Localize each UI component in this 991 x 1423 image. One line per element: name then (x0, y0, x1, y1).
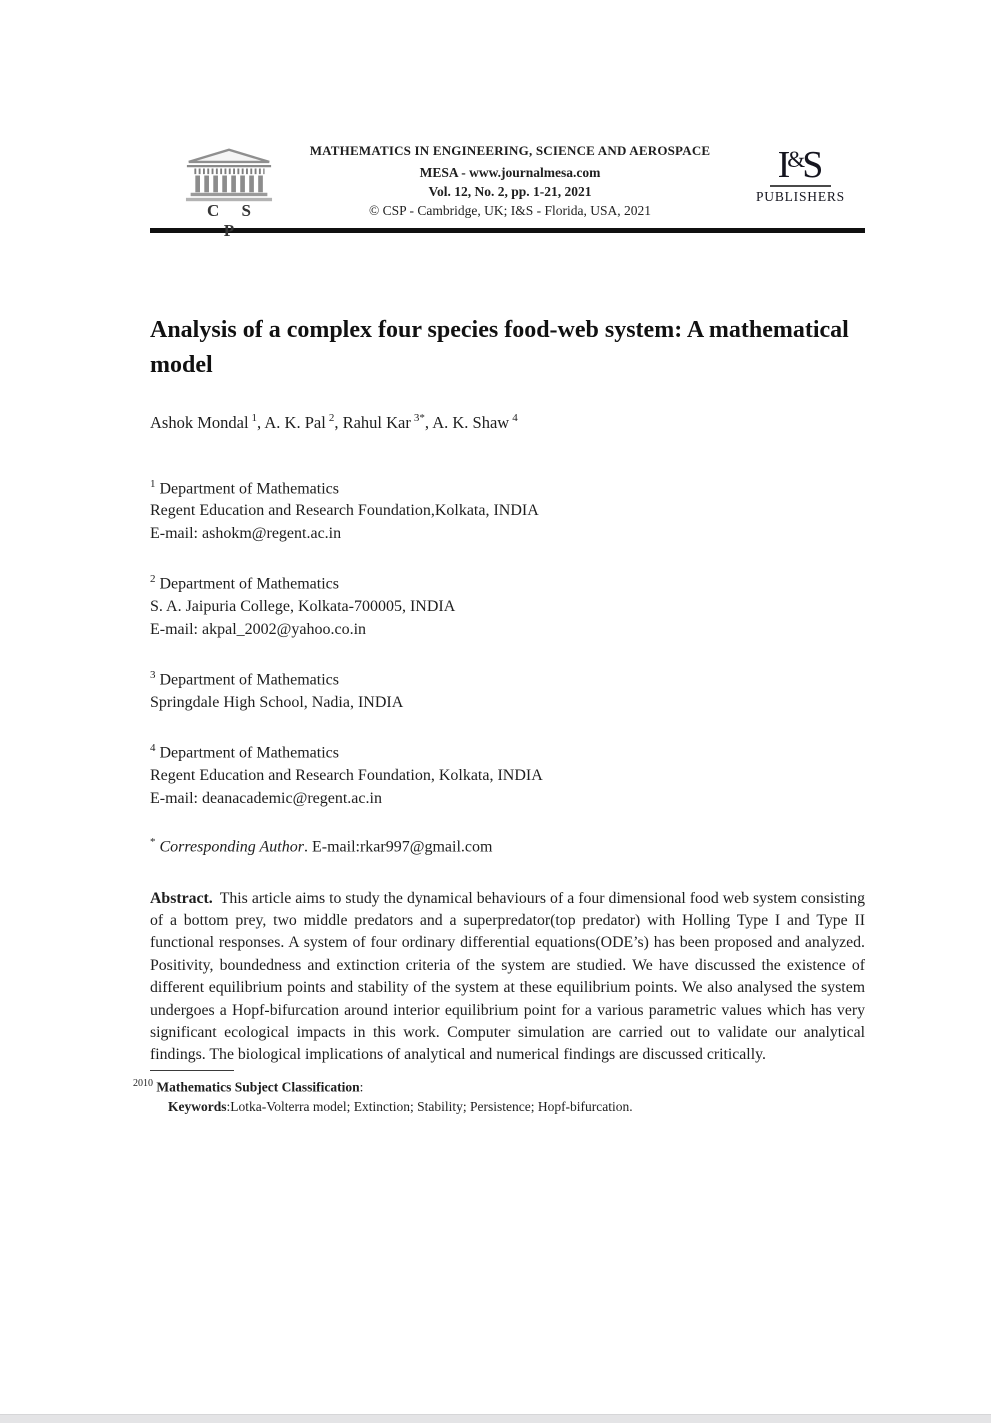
corresponding-author-email: . E-mail:rkar997@gmail.com (303, 838, 493, 856)
scan-edge-bar (0, 1414, 991, 1423)
affiliation-institution: Regent Education and Research Foundation, Kolkata, INDIA (150, 767, 543, 785)
affiliation-institution: Springdale High School, Nadia, INDIA (150, 693, 404, 711)
article-title: Analysis of a complex four species food-web system: A mathematical model (150, 317, 849, 378)
is-logo-mark: I&S (770, 146, 832, 187)
affiliation-email: E-mail: deanacademic@regent.ac.in (150, 789, 382, 807)
affiliation-department: Department of Mathematics (159, 744, 339, 762)
affiliation-department: Department of Mathematics (159, 479, 339, 497)
affiliation-department: Department of Mathematics (159, 575, 339, 593)
author-affiliation-marker: 4 (512, 412, 518, 424)
csp-logo-text: C S P (207, 201, 260, 240)
msc-year: 2010 (133, 1077, 153, 1089)
author: Ashok Mondal $^1$, (150, 412, 265, 432)
author-affiliation-marker: 1 (251, 412, 258, 424)
journal-website: MESA - www.journalmesa.com (419, 165, 601, 180)
author-affiliation-marker: 2 (328, 412, 335, 424)
journal-title: MATHEMATICS IN ENGINEERING, SCIENCE AND AEROSPACE (309, 143, 711, 158)
author: Rahul Kar $^{3*}$, (342, 412, 433, 432)
article-front-matter (133, 313, 865, 1117)
corresponding-author-label: Corresponding Author (159, 838, 304, 856)
affiliation-department: Department of Mathematics (159, 671, 339, 689)
affiliation-email: E-mail: ashokm@regent.ac.in (150, 524, 342, 542)
affiliations (150, 473, 865, 811)
footnote-separator (150, 1070, 234, 1071)
author-affiliation-marker: 3* (413, 412, 425, 424)
affiliation-institution: S. A. Jaipuria College, Kolkata-700005, INDIA (150, 598, 456, 616)
msc-line: $^{2010}$ Mathematics Subject Classification: (133, 1077, 364, 1095)
is-publishers-logo (756, 146, 845, 205)
author-list (150, 412, 865, 433)
keywords-line (168, 1097, 865, 1117)
journal-volume-info: Vol. 12, No. 2, pp. 1-21, 2021 (428, 184, 592, 199)
journal-header-text (268, 143, 752, 221)
affiliation-4: $^4$ Department of Mathematics Regent Education and Research Foundation, Kolkata, INDIA E-mail: deanacademic@regent.ac.in (150, 737, 865, 810)
ampersand-glyph: & (787, 147, 806, 172)
journal-copyright: © CSP - Cambridge, UK; I&S - Florida, USA, 2021 (368, 203, 651, 218)
author: A. K. Pal $^2$, (264, 412, 343, 432)
journal-masthead (0, 140, 991, 240)
footnote-block (133, 1070, 865, 1118)
affiliation-1: $^1$ Department of Mathematics Regent Education and Research Foundation,Kolkata, INDIA E-mail: ashokm@regent.ac.in (150, 473, 865, 546)
keywords-text: :Lotka-Volterra model; Extinction; Stability; Persistence; Hopf-bifurcation. (226, 1099, 633, 1115)
abstract-text: This article aims to study the dynamical behaviours of a four dimensional food web system consisting of a bottom prey, two middle predators and a superpredator(top predator) with Holling Type I and Type II functional responses. A system of four ordinary differential equations(ODE’s) has been proposed and analyzed. Positivity, boundedness and extinction criteria of the system are studied. We have discussed the existence of different equilibrium points and stability of the system at these equilibrium points. We also analysed the system undergoes a Hopf-bifurcation around interior equilibrium point for a various parametric values which has very significant ecological impacts in this work. Computer simulation are carried out to validate our analytical findings. The biological implications of analytical and numerical findings are discussed critically. (150, 889, 865, 1064)
abstract-label: Abstract. (150, 889, 213, 907)
affiliation-2: $^2$ Department of Mathematics S. A. Jaipuria College, Kolkata-700005, INDIA E-mail: akpal_2002@yahoo.co.in (150, 568, 865, 641)
affiliation-institution: Regent Education and Research Foundation,Kolkata, INDIA (150, 502, 539, 520)
affiliation-3: $^3$ Department of Mathematics Springdale High School, Nadia, INDIA (150, 664, 865, 714)
affiliation-email: E-mail: akpal_2002@yahoo.co.in (150, 620, 367, 638)
msc-label: Mathematics Subject Classification (156, 1079, 360, 1095)
journal-first-page (0, 140, 991, 1117)
is-logo-subtext: PUBLISHERS (755, 189, 845, 204)
keywords-label: Keywords (168, 1099, 227, 1115)
corresponding-author-line: * Corresponding Author. E-mail:rkar997@gmail.com (150, 836, 493, 856)
csp-building-icon (182, 146, 276, 204)
csp-publisher-logo (182, 146, 276, 241)
author: A. K. Shaw $^4$ (432, 412, 518, 432)
abstract-paragraph (150, 888, 865, 1067)
